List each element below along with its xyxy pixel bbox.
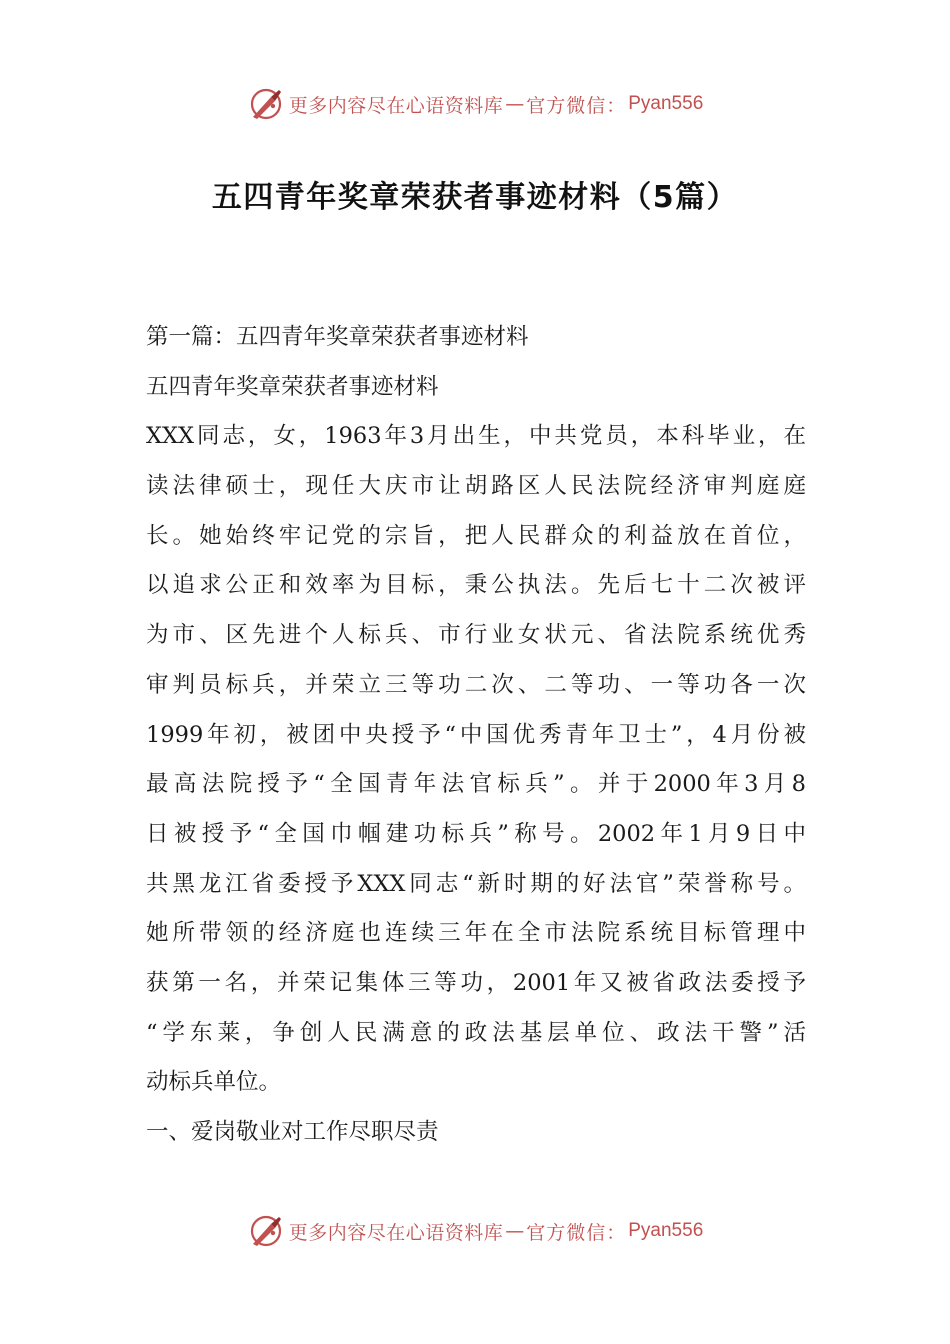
paragraph-line: 日被授予“全国巾帼建功标兵”称号。2002年1月9日中 [146,820,806,847]
banner-wechat-label: 官方微信： [526,94,627,117]
quill-pen-logo-icon [247,85,285,123]
paragraph-line: 以追求公正和效率为目标，秉公执法。先后七十二次被评 [146,572,806,599]
paragraph-line: 1999年初，被团中央授予“中国优秀青年卫士”，4月份被 [146,721,806,748]
section-heading: 第一篇：五四青年奖章荣获者事迹材料 [146,324,529,350]
banner-dash: — [505,93,525,115]
banner-text: 更多内容尽在心语资料库 [288,94,504,117]
banner-wechat-id: Pyan556 [628,93,704,114]
footer-banner [0,1211,950,1251]
paragraph-line: 为市、区先进个人标兵、市行业女状元、省法院系统优秀 [146,622,806,649]
paragraph-line: 共黑龙江省委授予XXX同志“新时期的好法官”荣誉称号。 [146,870,806,897]
banner-wechat-label: 官方微信： [526,1221,627,1244]
section-subheading: 一、爱岗敬业对工作尽职尽责 [146,1119,439,1145]
banner-dash: — [505,1220,525,1242]
paragraph-line: 最高法院授予“全国青年法官标兵”。并于2000年3月8 [146,771,806,798]
quill-pen-logo-icon [247,1212,285,1250]
document-body [146,313,806,1158]
banner-text: 更多内容尽在心语资料库 [288,1221,504,1244]
paragraph-line: XXX同志，女，1963年3月出生，中共党员，本科毕业，在 [146,423,806,450]
paragraph-line: 获第一名，并荣记集体三等功，2001年又被省政法委授予 [146,969,806,996]
sub-heading: 五四青年奖章荣获者事迹材料 [146,373,439,400]
paragraph-line: 她所带领的经济庭也连续三年在全市法院系统目标管理中 [146,920,806,947]
paragraph-line: 动标兵单位。 [146,1069,282,1096]
paragraph-line: “学东莱，争创人民满意的政法基层单位、政法干警”活 [146,1019,806,1046]
paragraph-line: 审判员标兵，并荣立三等功二次、二等功、一等功各一次 [146,671,806,698]
header-banner [0,84,950,124]
paragraph-line: 读法律硕士，现任大庆市让胡路区人民法院经济审判庭庭 [146,473,806,500]
document-title: 五四青年奖章荣获者事迹材料（5篇） [211,180,739,215]
paragraph-line: 长。她始终牢记党的宗旨，把人民群众的利益放在首位， [146,522,806,549]
banner-wechat-id: Pyan556 [628,1220,704,1241]
